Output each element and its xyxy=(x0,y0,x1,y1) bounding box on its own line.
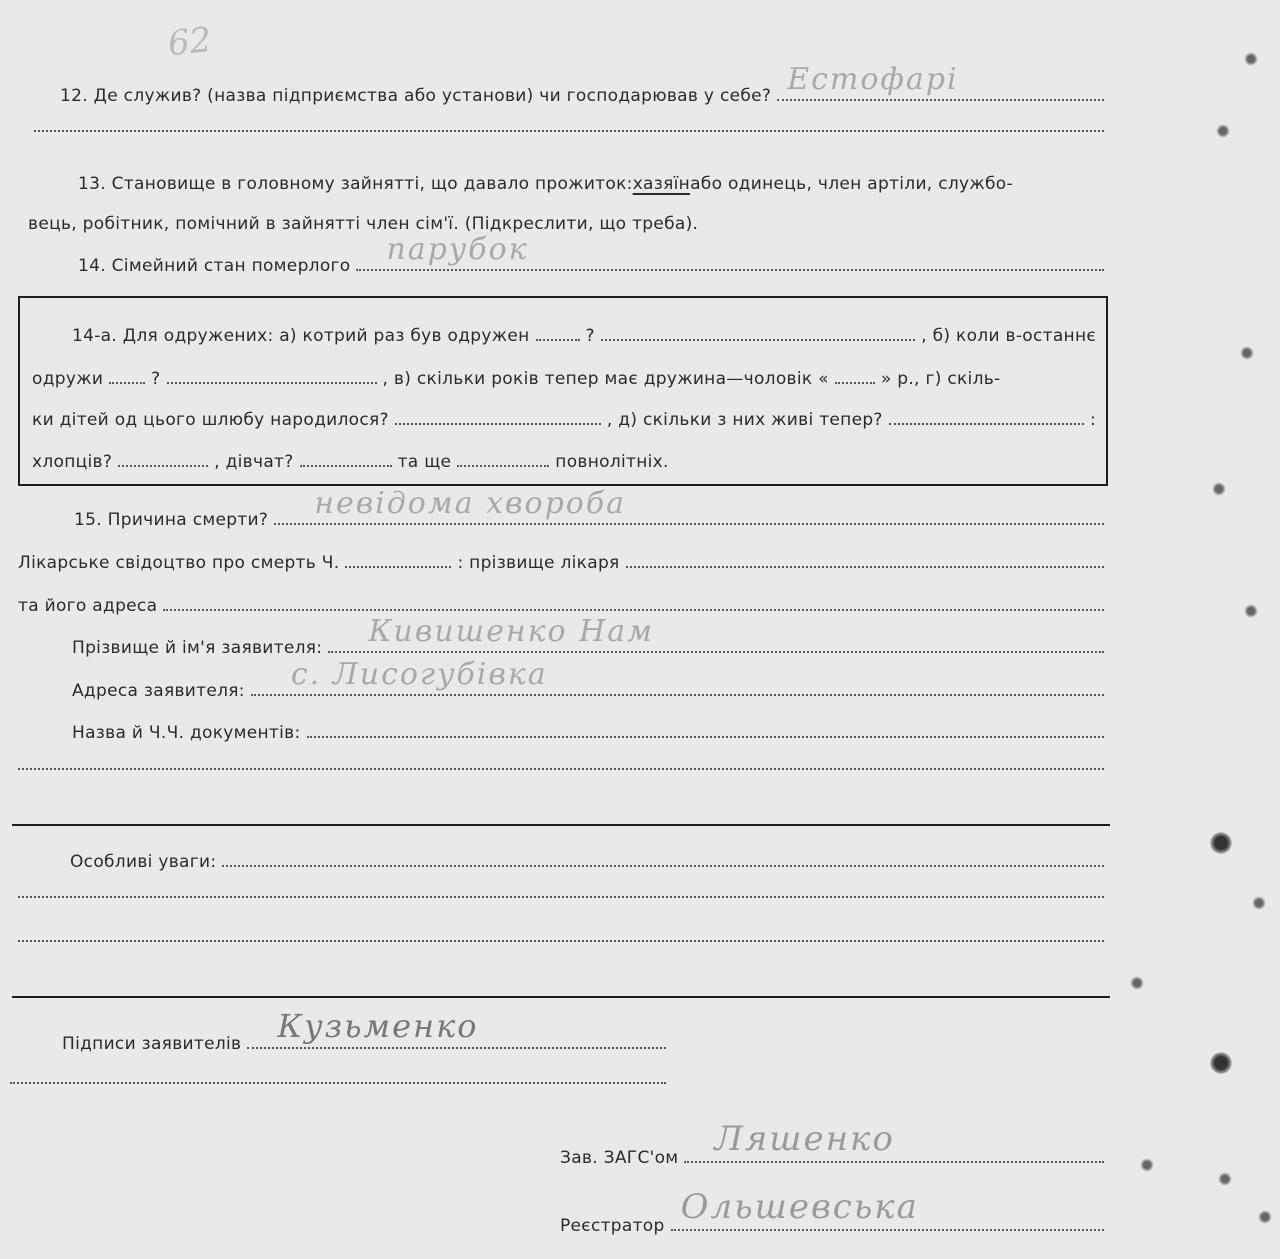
q14a-line2 xyxy=(32,369,1096,389)
q14a-text-1: 14-а. Для одружених: а) котрий раз був одружен xyxy=(72,326,530,346)
divider-2 xyxy=(12,996,1110,998)
punch-mark xyxy=(1140,1158,1154,1172)
registrar-label: Реєстратор xyxy=(560,1216,665,1236)
q13-underlined: хазяїн xyxy=(632,174,691,194)
registrar-signature-field[interactable] xyxy=(671,1187,1104,1231)
punch-mark xyxy=(1212,482,1226,496)
q12-answer: Естофарі xyxy=(787,62,959,97)
medical-number-field[interactable] xyxy=(345,566,451,568)
q14a-married-field[interactable] xyxy=(109,382,145,384)
q14-field[interactable] xyxy=(356,232,1104,271)
q14a-line4 xyxy=(32,452,669,472)
doctor-address-field[interactable] xyxy=(163,609,1104,611)
q13-text-c: вець, робітник, помічний в зайнятті член сім'ї. (Підкреслити, що треба). xyxy=(28,214,699,234)
zags-signature-field[interactable] xyxy=(684,1119,1104,1163)
applicants-signature-field-2[interactable] xyxy=(10,1082,666,1084)
q14a-text-8: : xyxy=(1089,410,1096,430)
registrar-row xyxy=(560,1187,1110,1236)
applicant-name-label: Прізвище й ім'я заявителя: xyxy=(72,638,323,658)
q14a-text-11: та ще xyxy=(397,452,452,472)
q14a-times-field-2[interactable] xyxy=(601,339,915,341)
q14a-text-10: , дівчат? xyxy=(214,452,294,472)
q13-line1 xyxy=(78,174,1013,194)
q12-row xyxy=(60,62,1110,106)
doctor-label: : прізвище лікаря xyxy=(457,553,620,573)
applicants-signature-continuation xyxy=(4,1082,672,1089)
documents-continuation xyxy=(12,768,1110,775)
q12-field[interactable] xyxy=(777,62,1104,101)
q14-row xyxy=(78,232,1110,276)
doctor-field[interactable] xyxy=(626,566,1104,568)
q14a-text-4: , в) скільки років тепер має дружина—чоловік « xyxy=(382,369,829,389)
q14-answer: парубок xyxy=(386,232,529,267)
applicants-signature: Кузьменко xyxy=(277,1007,479,1045)
q14a-times-field[interactable] xyxy=(536,339,580,341)
zags-signature: Ляшенко xyxy=(714,1119,895,1159)
q15-row xyxy=(74,486,1110,530)
q14-label: 14. Сімейний стан померлого xyxy=(78,256,351,276)
q14a-text-7: , д) скільки з них живі тепер? xyxy=(606,410,883,430)
punch-hole xyxy=(1210,1052,1232,1074)
divider-1 xyxy=(12,824,1110,826)
documents-field[interactable] xyxy=(307,736,1104,738)
punch-mark xyxy=(1244,52,1258,66)
notes-continuation-2 xyxy=(12,940,1110,947)
zags-label: Зав. ЗАГС'ом xyxy=(560,1148,679,1168)
q14a-q-1: ? xyxy=(585,326,595,346)
q13-text-b: або одинець, член артіли, службо- xyxy=(690,174,1013,194)
doctor-address-row xyxy=(18,596,1110,616)
q12-continuation xyxy=(28,130,1110,137)
q14a-girls-field[interactable] xyxy=(300,465,392,467)
q14a-line1 xyxy=(72,326,1096,346)
q14a-alive-field[interactable] xyxy=(889,423,1084,425)
applicant-name-field[interactable] xyxy=(328,614,1104,653)
punch-hole xyxy=(1210,832,1232,854)
q14a-text-9: хлопців? xyxy=(32,452,113,472)
applicant-address-row xyxy=(72,657,1110,701)
q12-field-2[interactable] xyxy=(34,130,1104,132)
punch-mark xyxy=(1130,976,1144,990)
notes-label: Особливі уваги: xyxy=(70,852,217,872)
punch-mark xyxy=(1218,1172,1232,1186)
medical-row xyxy=(18,553,1110,573)
medical-label: Лікарське свідоцтво про смерть Ч. xyxy=(18,553,340,573)
notes-field[interactable] xyxy=(222,865,1104,867)
zags-row xyxy=(560,1119,1110,1168)
q14a-text-12: повнолітніх. xyxy=(555,452,669,472)
q13-text-a: 13. Становище в головному зайнятті, що давало прожиток: xyxy=(78,174,633,194)
applicants-signature-label: Підписи заявителів xyxy=(62,1034,242,1054)
punch-mark xyxy=(1216,124,1230,138)
applicants-signature-row xyxy=(62,1007,672,1054)
documents-row xyxy=(72,723,1110,743)
applicant-address-value: с. Лисогубівка xyxy=(290,657,548,692)
applicant-name-value: Кивишенко Нам xyxy=(368,614,655,649)
q14a-spouse-age-field[interactable] xyxy=(835,382,875,384)
punch-mark xyxy=(1240,346,1254,360)
documents-field-2[interactable] xyxy=(18,768,1104,770)
q14a-adults-field[interactable] xyxy=(457,465,549,467)
doctor-address-label: та його адреса xyxy=(18,596,158,616)
applicant-name-row xyxy=(72,614,1110,658)
notes-continuation-1 xyxy=(12,896,1110,903)
q15-label: 15. Причина смерти? xyxy=(74,510,269,530)
page-number: 62 xyxy=(166,19,214,65)
q15-field[interactable] xyxy=(274,486,1104,525)
notes-field-2[interactable] xyxy=(18,896,1104,898)
punch-mark xyxy=(1258,1210,1272,1224)
punch-mark xyxy=(1252,896,1266,910)
punch-mark xyxy=(1244,604,1258,618)
q14a-text-2: , б) коли в-останнє xyxy=(921,326,1096,346)
documents-label: Назва й Ч.Ч. документів: xyxy=(72,723,301,743)
applicant-address-field[interactable] xyxy=(251,657,1104,696)
q14a-boys-field[interactable] xyxy=(118,465,208,467)
q14a-text-5: » р., г) скіль- xyxy=(880,369,1001,389)
q14a-line3 xyxy=(32,410,1096,430)
q15-answer: невідомa хвороба xyxy=(314,486,627,521)
q14a-children-field[interactable] xyxy=(395,423,601,425)
applicants-signature-field[interactable] xyxy=(247,1007,666,1049)
notes-field-3[interactable] xyxy=(18,940,1104,942)
q14a-text-6: ки дітей од цього шлюбу народилося? xyxy=(32,410,389,430)
q14a-q-2: ? xyxy=(151,369,161,389)
registrar-signature: Ольшевська xyxy=(680,1187,919,1227)
applicant-address-label: Адреса заявителя: xyxy=(72,681,245,701)
q12-label: 12. Де служив? (назва підприємства або установи) чи господарював у себе? xyxy=(60,86,772,106)
q13-line2 xyxy=(28,214,698,234)
notes-row xyxy=(70,852,1110,872)
q14a-text-3: одружи xyxy=(32,369,104,389)
q14a-married-field-2[interactable] xyxy=(167,382,377,384)
